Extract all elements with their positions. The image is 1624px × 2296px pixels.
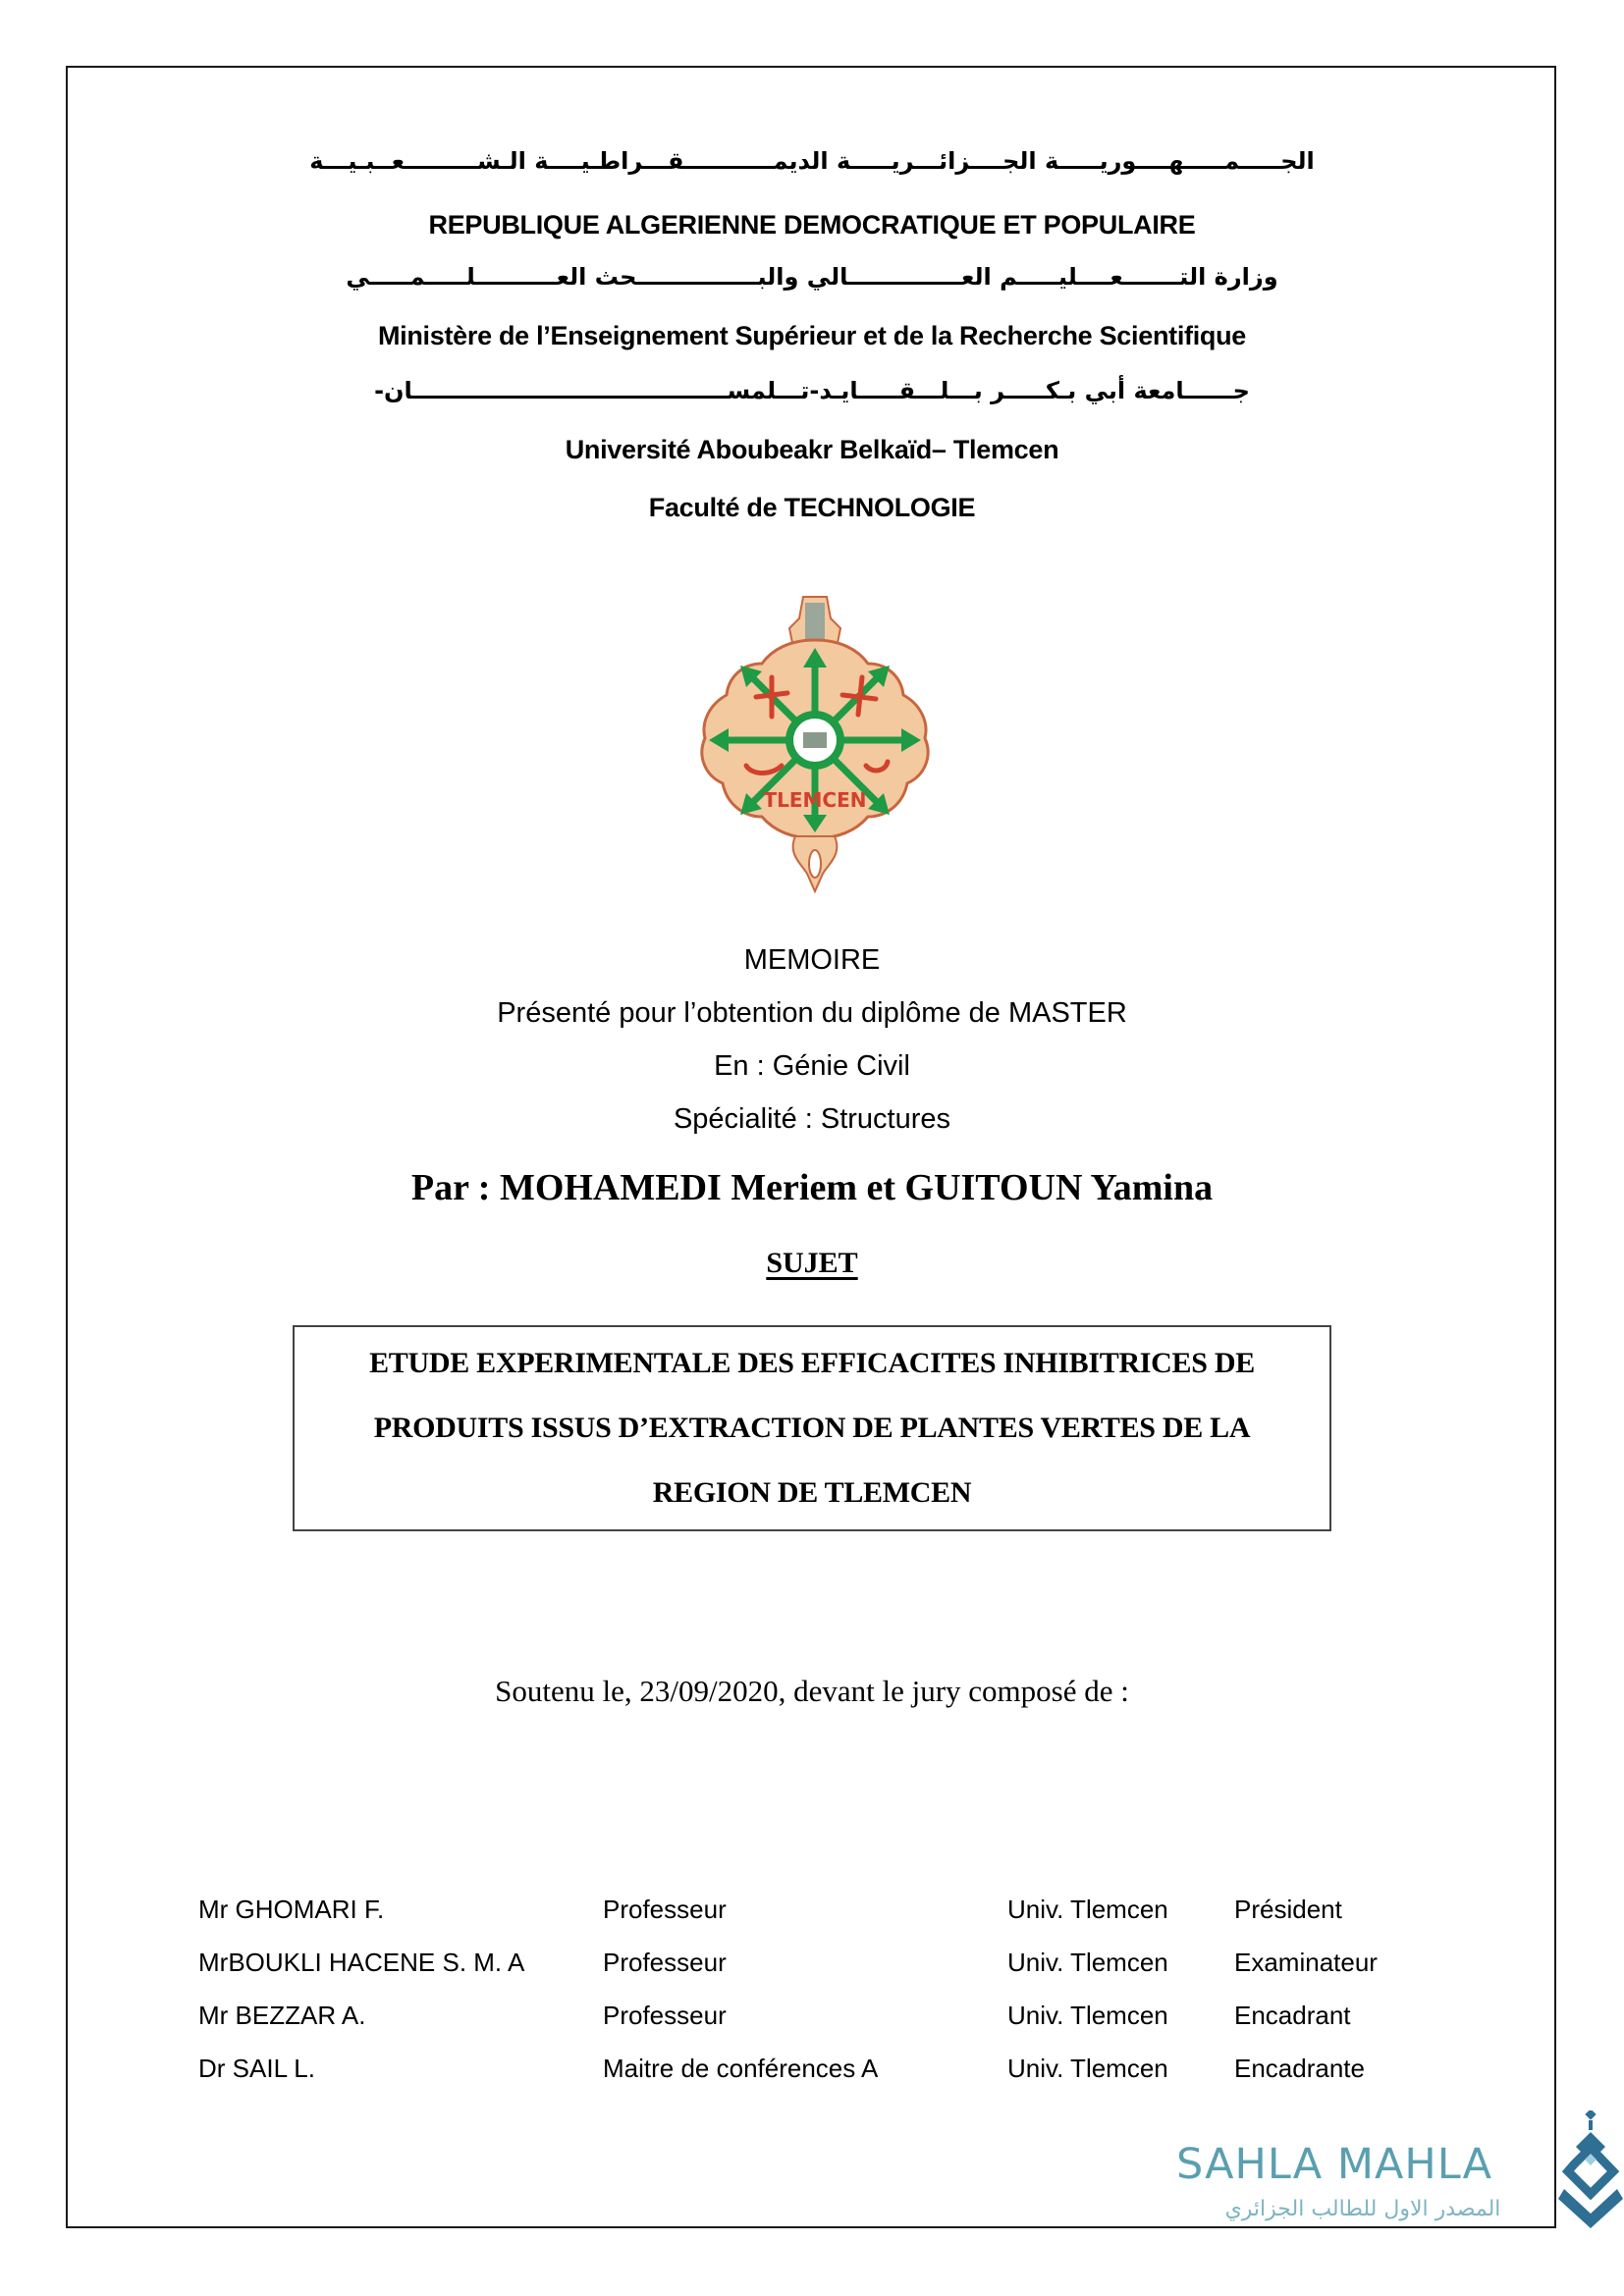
ministry-french: Ministère de l’Enseignement Supérieur et de la Recherche Scientifique [377,321,1247,350]
jury-table [198,1895,1426,2107]
memoire-type: MEMOIRE [743,944,881,976]
jury-row [198,1895,1426,1948]
thesis-title-line-3: REGION DE TLEMCEN [652,1476,972,1509]
ministry-arabic: وزارة التـــــــعــــليـــــم العــــــــــــــالي والبـــــــــــــــحث العــــــــــلـــــمـــــي [346,263,1278,291]
jury-row [198,2001,1426,2054]
jury-institution: Univ. Tlemcen [1007,1895,1168,1924]
watermark-brand: SAHLA MAHLA [1176,2140,1493,2189]
jury-name: Mr BEZZAR A. [198,2001,366,2030]
jury-row [198,2054,1426,2107]
authors: Par : MOHAMEDI Meriem et GUITOUN Yamina [410,1167,1214,1208]
jury-institution: Univ. Tlemcen [1007,2054,1168,2083]
jury-role: Encadrant [1234,2001,1351,2030]
faculty-name: Faculté de TECHNOLOGIE [648,493,976,522]
jury-institution: Univ. Tlemcen [1007,2001,1168,2030]
thesis-title-line-2: PRODUITS ISSUS D’EXTRACTION DE PLANTES VERTES DE LA [373,1412,1251,1444]
thesis-title-line-1: ETUDE EXPERIMENTALE DES EFFICACITES INHIBITRICES DE [369,1347,1255,1379]
republic-arabic: الجـــــمـــــهــــوريـــــة الجــــزائـــريـــــة الديمـــــــــــقـــراطـيــــة الـشـــــــــعــبـيـــة [309,147,1315,175]
memoire-speciality: Spécialité : Structures [673,1103,951,1135]
university-french: Université Aboubeakr Belkaïd– Tlemcen [565,435,1059,464]
sahla-mahla-logo-icon [1554,2110,1624,2228]
jury-grade: Professeur [603,1948,727,1977]
memoire-purpose: Présenté pour l’obtention du diplôme de MASTER [497,997,1127,1029]
jury-role: Président [1234,1895,1342,1924]
watermark-tagline: المصدر الاول للطالب الجزائري [1224,2197,1501,2221]
svg-text:TLEMCEN: TLEMCEN [763,788,867,812]
jury-name: Dr SAIL L. [198,2054,315,2083]
university-arabic: جــــــامعة أبي بـكـــــر بـــلـــقـــــايـد-تـــلمســـــــــــــــــــــــــــــــــــــــان- [374,377,1250,404]
jury-name: Mr GHOMARI F. [198,1895,385,1924]
jury-institution: Univ. Tlemcen [1007,1948,1168,1977]
jury-grade: Professeur [603,1895,727,1924]
university-logo [693,579,937,893]
defense-date: Soutenu le, 23/09/2020, devant le jury composé de : [495,1674,1129,1708]
jury-role: Encadrante [1234,2054,1365,2083]
jury-name: MrBOUKLI HACENE S. M. A [198,1948,525,1977]
republic-french: REPUBLIQUE ALGERIENNE DEMOCRATIQUE ET POPULAIRE [428,210,1196,240]
jury-role: Examinateur [1234,1948,1378,1977]
jury-grade: Professeur [603,2001,727,2030]
thesis-title-box [293,1325,1331,1531]
jury-row [198,1948,1426,2001]
jury-grade: Maitre de conférences A [603,2054,879,2083]
memoire-field: En : Génie Civil [714,1050,910,1082]
subject-label: SUJET [766,1247,858,1279]
sahla-mahla-watermark [1176,2120,1624,2238]
